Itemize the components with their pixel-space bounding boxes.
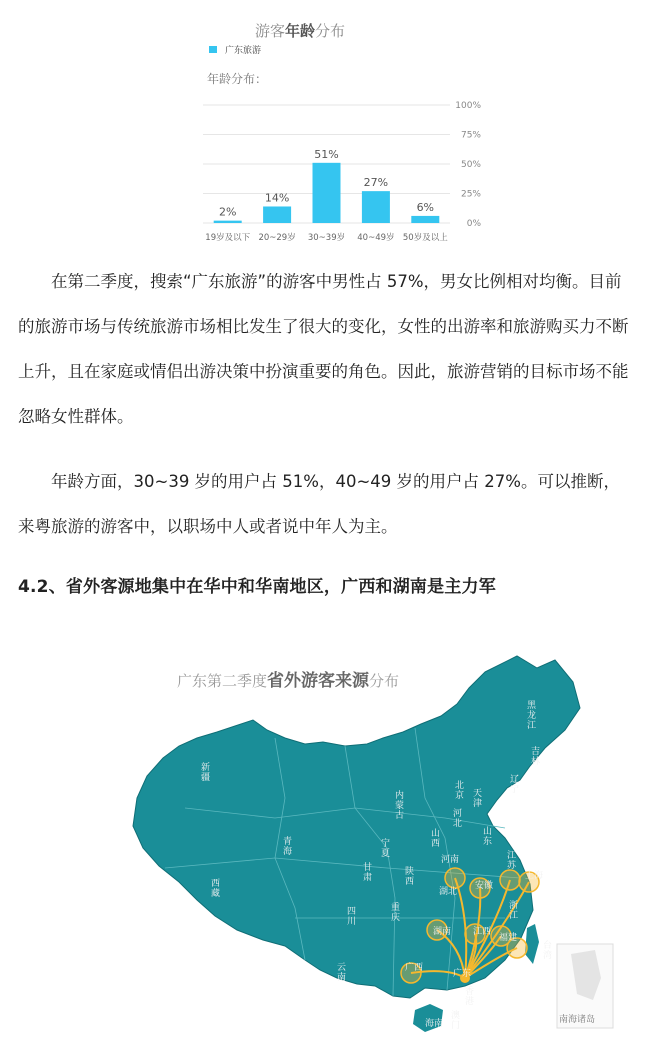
data-label: 27%: [363, 176, 389, 190]
province-label: 山东: [483, 827, 493, 847]
province-label: 宁夏: [381, 839, 391, 859]
y-tick-label: 0%: [466, 219, 481, 229]
paragraph-age-text: 年龄方面，30~39 岁的用户占 51%，40~49 岁的用户占 27%。可以推断，来粤旅游的游客中，以职场中人或者说中年人为主。: [18, 472, 620, 536]
province-label: 新疆: [201, 763, 211, 783]
province-label: 河南: [441, 855, 460, 865]
x-tick-label: 20~29岁: [258, 233, 296, 243]
province-label: 北京: [455, 781, 465, 801]
province-label: 陕西: [405, 867, 415, 887]
y-tick-label: 50%: [460, 160, 481, 170]
province-label: 山西: [431, 829, 441, 849]
age-distribution-chart: [195, 10, 485, 250]
x-tick-label: 19岁及以下: [205, 233, 251, 243]
bar: [263, 206, 291, 223]
x-tick-label: 50岁及以上: [402, 233, 448, 243]
chart-bars: [214, 163, 440, 223]
china-source-map: [125, 648, 625, 1043]
province-label: 海南: [425, 1019, 444, 1029]
y-tick-label: 25%: [460, 189, 481, 200]
section-heading: 4.2、省外客源地集中在华中和华南地区，广西和湖南是主力军: [18, 577, 496, 597]
province-label: 湖南: [433, 927, 452, 937]
taiwan-shape: [525, 924, 539, 964]
province-label: 青海: [283, 837, 293, 857]
data-label: 2%: [218, 205, 237, 219]
chart-subtitle: 年龄分布：: [207, 72, 268, 86]
province-label: 台湾: [543, 941, 553, 961]
legend-label: 广东旅游: [225, 46, 262, 56]
province-label: 四川: [347, 907, 357, 927]
bar: [362, 191, 390, 223]
paragraph-gender-text: 在第二季度，搜索“广东旅游”的游客中男性占 57%，男女比例相对均衡。目前的旅游市场与传统旅游市场相比发生了很大的变化，女性的出游率和旅游购买力不断上升，且在家庭或情侣出游决策中扮演重要的角色。因此，旅游营销的目标市场不能忽略女性群体。: [18, 272, 629, 426]
province-label: 辽宁: [510, 775, 520, 795]
data-label: 6%: [416, 200, 435, 214]
province-label: 江苏: [507, 851, 517, 871]
chart-title: 游客年龄分布: [255, 22, 346, 40]
map-title: 广东第二季度省外游客来源分布: [177, 671, 400, 691]
province-label: 天津: [473, 789, 483, 809]
province-label: 内蒙古: [395, 791, 405, 821]
bar: [411, 216, 439, 223]
province-label: 云南: [337, 963, 347, 983]
province-label: 湖北: [439, 887, 458, 897]
province-label: 吉林: [531, 747, 541, 767]
province-label: 甘肃: [363, 863, 373, 883]
province-label: 河北: [453, 809, 463, 829]
x-tick-label: 30~39岁: [307, 233, 346, 243]
paragraph-age: [18, 459, 634, 549]
y-tick-label: 100%: [455, 101, 481, 111]
bar: [313, 163, 341, 223]
paragraph-gender: [18, 259, 634, 439]
bar: [214, 221, 242, 223]
province-label: 黑龙江: [527, 701, 537, 731]
province-label: 广西: [405, 963, 424, 973]
province-label: 浙江: [509, 901, 519, 921]
chart-labels: [205, 101, 481, 243]
province-label: 香港: [465, 987, 475, 1007]
province-label: 澳门: [451, 1011, 461, 1031]
province-label: 安徽: [475, 881, 494, 891]
inset-label: 南海诸岛: [559, 1015, 596, 1025]
province-label: 福建: [499, 933, 518, 943]
province-label: 广东: [453, 969, 472, 979]
province-label: 上海: [525, 871, 544, 881]
province-label: 重庆: [391, 903, 401, 923]
legend-swatch: [209, 46, 217, 53]
x-tick-label: 40~49岁: [357, 233, 395, 243]
y-tick-label: 75%: [460, 130, 481, 141]
province-label: 江西: [473, 927, 492, 937]
province-label: 西藏: [211, 879, 221, 899]
data-label: 51%: [314, 147, 339, 161]
data-label: 14%: [264, 191, 290, 205]
